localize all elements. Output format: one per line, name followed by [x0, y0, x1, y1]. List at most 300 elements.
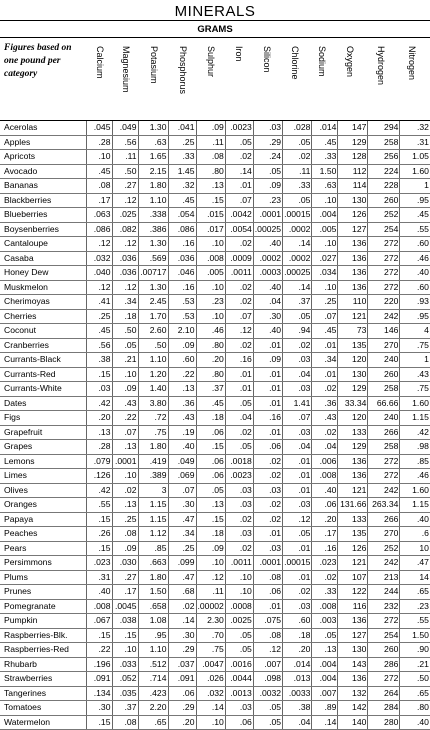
value-calcium: .40: [86, 585, 112, 600]
value-magnesium: .02: [112, 483, 138, 498]
value-calcium: .15: [86, 628, 112, 643]
value-sulphur: .017: [196, 222, 225, 237]
value-sulphur: .45: [196, 396, 225, 411]
column-header-label: Sodium: [317, 46, 327, 77]
value-silicon: .08: [253, 628, 282, 643]
value-nitrogen: .75: [400, 338, 430, 353]
fruit-name: Watermelon: [0, 715, 86, 730]
table-row: [0, 237, 430, 252]
table-row: [0, 396, 430, 411]
value-magnesium: .37: [112, 701, 138, 716]
value-potasium: .00717: [138, 266, 168, 281]
value-nitrogen: .60: [400, 280, 430, 295]
value-oxygen: 136: [338, 237, 368, 252]
value-nitrogen: .75: [400, 382, 430, 397]
value-oxygen: 135: [338, 527, 368, 542]
value-hydrogen: 256: [368, 150, 400, 165]
value-potasium: 2.15: [138, 164, 168, 179]
value-hydrogen: 280: [368, 715, 400, 730]
value-calcium: .26: [86, 527, 112, 542]
value-chlorine: .00015: [283, 556, 312, 571]
value-chlorine: .04: [283, 367, 312, 382]
value-calcium: .55: [86, 498, 112, 513]
table-row: [0, 556, 430, 571]
table-row: [0, 324, 430, 339]
value-chlorine: .01: [283, 469, 312, 484]
value-sodium: .004: [312, 208, 338, 223]
value-hydrogen: 272: [368, 237, 400, 252]
value-silicon: .01: [253, 599, 282, 614]
value-nitrogen: .31: [400, 135, 430, 150]
value-oxygen: 136: [338, 251, 368, 266]
value-silicon: .40: [253, 237, 282, 252]
table-row: [0, 135, 430, 150]
value-silicon: .40: [253, 280, 282, 295]
value-nitrogen: 1.15: [400, 498, 430, 513]
value-sulphur: .15: [196, 440, 225, 455]
table-row: [0, 193, 430, 208]
table-row: [0, 657, 430, 672]
value-oxygen: 33.34: [338, 396, 368, 411]
value-hydrogen: 220: [368, 295, 400, 310]
value-phosphorus: .29: [168, 701, 196, 716]
value-sulphur: .005: [196, 266, 225, 281]
value-calcium: .20: [86, 411, 112, 426]
value-nitrogen: .85: [400, 454, 430, 469]
value-sulphur: .18: [196, 527, 225, 542]
unit-heading: GRAMS: [197, 24, 233, 35]
title-rule: [0, 20, 430, 21]
value-hydrogen: 224: [368, 164, 400, 179]
value-sulphur: .09: [196, 541, 225, 556]
value-phosphorus: .25: [168, 135, 196, 150]
value-chlorine: .03: [283, 599, 312, 614]
value-sulphur: .70: [196, 628, 225, 643]
value-calcium: .41: [86, 295, 112, 310]
value-hydrogen: 146: [368, 324, 400, 339]
value-iron: .01: [225, 367, 253, 382]
value-sulphur: .032: [196, 686, 225, 701]
table-row: [0, 715, 430, 730]
value-nitrogen: 1.50: [400, 628, 430, 643]
value-sulphur: .10: [196, 237, 225, 252]
value-nitrogen: .65: [400, 686, 430, 701]
value-magnesium: .34: [112, 295, 138, 310]
value-magnesium: .12: [112, 237, 138, 252]
value-chlorine: .0002: [283, 251, 312, 266]
value-hydrogen: 272: [368, 251, 400, 266]
value-oxygen: 131.66: [338, 498, 368, 513]
value-oxygen: 121: [338, 556, 368, 571]
value-silicon: .01: [253, 527, 282, 542]
value-nitrogen: .6: [400, 527, 430, 542]
subtitle-rule: [0, 37, 430, 38]
table-row: [0, 164, 430, 179]
value-chlorine: .18: [283, 628, 312, 643]
column-header-chlorine: [289, 46, 301, 120]
value-phosphorus: .049: [168, 454, 196, 469]
fruit-name: Currants-Black: [0, 353, 86, 368]
value-silicon: .05: [253, 715, 282, 730]
value-sulphur: .06: [196, 469, 225, 484]
value-iron: .0054: [225, 222, 253, 237]
value-magnesium: .56: [112, 135, 138, 150]
value-calcium: .091: [86, 672, 112, 687]
fruit-name: Cherries: [0, 309, 86, 324]
value-potasium: 1.50: [138, 585, 168, 600]
value-iron: .02: [225, 280, 253, 295]
value-silicon: .04: [253, 295, 282, 310]
value-magnesium: .0001: [112, 454, 138, 469]
value-magnesium: .18: [112, 309, 138, 324]
value-hydrogen: 272: [368, 280, 400, 295]
value-iron: .02: [225, 512, 253, 527]
value-sulphur: .13: [196, 498, 225, 513]
column-header-oxygen: [344, 46, 356, 120]
value-calcium: .08: [86, 179, 112, 194]
value-hydrogen: 260: [368, 367, 400, 382]
column-header-hydrogen: [375, 46, 387, 120]
column-header-label: Phosphorus: [178, 46, 188, 95]
value-sulphur: .13: [196, 179, 225, 194]
value-potasium: 1.15: [138, 512, 168, 527]
value-iron: .05: [225, 135, 253, 150]
value-hydrogen: 228: [368, 179, 400, 194]
value-magnesium: .052: [112, 672, 138, 687]
value-magnesium: .50: [112, 164, 138, 179]
value-phosphorus: .06: [168, 686, 196, 701]
value-sodium: .02: [312, 425, 338, 440]
column-header-label: Magnesium: [121, 46, 131, 93]
value-oxygen: 147: [338, 121, 368, 135]
value-phosphorus: .47: [168, 570, 196, 585]
value-oxygen: 136: [338, 614, 368, 629]
column-header-iron: [233, 46, 245, 120]
value-magnesium: .22: [112, 411, 138, 426]
value-chlorine: .11: [283, 164, 312, 179]
value-iron: .05: [225, 628, 253, 643]
value-sodium: .25: [312, 295, 338, 310]
value-hydrogen: 272: [368, 266, 400, 281]
value-potasium: 3: [138, 483, 168, 498]
value-iron: .07: [225, 309, 253, 324]
value-hydrogen: 272: [368, 672, 400, 687]
value-phosphorus: .02: [168, 599, 196, 614]
value-iron: .0025: [225, 614, 253, 629]
value-potasium: .423: [138, 686, 168, 701]
fruit-name: Dates: [0, 396, 86, 411]
table-row: [0, 338, 430, 353]
value-potasium: .658: [138, 599, 168, 614]
value-silicon: .12: [253, 643, 282, 658]
value-oxygen: 116: [338, 599, 368, 614]
value-potasium: 1.30: [138, 121, 168, 135]
value-hydrogen: 263.34: [368, 498, 400, 513]
value-oxygen: 136: [338, 266, 368, 281]
value-nitrogen: 1.60: [400, 396, 430, 411]
value-phosphorus: .36: [168, 396, 196, 411]
value-silicon: .007: [253, 657, 282, 672]
value-potasium: 1.12: [138, 527, 168, 542]
value-silicon: .09: [253, 179, 282, 194]
value-magnesium: .15: [112, 628, 138, 643]
value-potasium: .419: [138, 454, 168, 469]
value-iron: .0013: [225, 686, 253, 701]
value-iron: .01: [225, 179, 253, 194]
fruit-name: Currants-Red: [0, 367, 86, 382]
value-nitrogen: .65: [400, 585, 430, 600]
value-potasium: 2.45: [138, 295, 168, 310]
fruit-name: Apricots: [0, 150, 86, 165]
value-chlorine: .00025: [283, 266, 312, 281]
value-phosphorus: .34: [168, 527, 196, 542]
value-iron: .0011: [225, 556, 253, 571]
value-nitrogen: .93: [400, 295, 430, 310]
value-potasium: 1.15: [138, 498, 168, 513]
fruit-name: Tangerines: [0, 686, 86, 701]
value-oxygen: 140: [338, 715, 368, 730]
value-silicon: .01: [253, 367, 282, 382]
value-potasium: .663: [138, 556, 168, 571]
value-sodium: .034: [312, 266, 338, 281]
value-magnesium: .036: [112, 251, 138, 266]
table-row: [0, 512, 430, 527]
value-sodium: .45: [312, 324, 338, 339]
fruit-name: Acerolas: [0, 121, 86, 135]
value-magnesium: .09: [112, 541, 138, 556]
fruit-name: Blueberries: [0, 208, 86, 223]
table-row: [0, 222, 430, 237]
value-hydrogen: 258: [368, 440, 400, 455]
value-nitrogen: .40: [400, 512, 430, 527]
value-calcium: .42: [86, 483, 112, 498]
value-magnesium: .08: [112, 527, 138, 542]
value-oxygen: 121: [338, 309, 368, 324]
value-calcium: .28: [86, 440, 112, 455]
value-nitrogen: .50: [400, 672, 430, 687]
value-iron: .14: [225, 164, 253, 179]
table-row: [0, 570, 430, 585]
value-magnesium: .43: [112, 396, 138, 411]
value-sodium: .07: [312, 309, 338, 324]
value-potasium: .63: [138, 135, 168, 150]
value-oxygen: 122: [338, 585, 368, 600]
value-sodium: .05: [312, 628, 338, 643]
value-sodium: .027: [312, 251, 338, 266]
value-oxygen: 129: [338, 440, 368, 455]
value-sulphur: .06: [196, 425, 225, 440]
fruit-name: Coconut: [0, 324, 86, 339]
value-chlorine: .12: [283, 512, 312, 527]
value-magnesium: .035: [112, 686, 138, 701]
value-sodium: .06: [312, 498, 338, 513]
value-hydrogen: 254: [368, 628, 400, 643]
table-row: [0, 425, 430, 440]
value-hydrogen: 240: [368, 353, 400, 368]
value-sulphur: .00002: [196, 599, 225, 614]
value-nitrogen: 1: [400, 353, 430, 368]
value-sodium: .01: [312, 367, 338, 382]
value-iron: .01: [225, 382, 253, 397]
value-potasium: 1.10: [138, 353, 168, 368]
value-phosphorus: .069: [168, 469, 196, 484]
table-row: [0, 483, 430, 498]
value-potasium: 1.30: [138, 237, 168, 252]
value-silicon: .0002: [253, 251, 282, 266]
value-nitrogen: .46: [400, 469, 430, 484]
column-header-label: Nitrogen: [407, 46, 417, 81]
value-nitrogen: .32: [400, 121, 430, 135]
value-nitrogen: .90: [400, 643, 430, 658]
value-oxygen: 129: [338, 135, 368, 150]
value-oxygen: 132: [338, 686, 368, 701]
value-phosphorus: .68: [168, 585, 196, 600]
value-sodium: .89: [312, 701, 338, 716]
value-hydrogen: 244: [368, 585, 400, 600]
value-sodium: .40: [312, 483, 338, 498]
value-calcium: .15: [86, 715, 112, 730]
value-sulphur: .10: [196, 309, 225, 324]
value-chlorine: .03: [283, 382, 312, 397]
value-sulphur: .015: [196, 208, 225, 223]
value-sodium: .43: [312, 411, 338, 426]
value-nitrogen: .21: [400, 657, 430, 672]
fruit-name: Raspberries-Blk.: [0, 628, 86, 643]
value-hydrogen: 252: [368, 208, 400, 223]
value-magnesium: .10: [112, 643, 138, 658]
value-phosphorus: .13: [168, 382, 196, 397]
value-hydrogen: 270: [368, 527, 400, 542]
value-chlorine: .03: [283, 498, 312, 513]
value-nitrogen: 4: [400, 324, 430, 339]
value-sodium: .008: [312, 469, 338, 484]
value-iron: .02: [225, 295, 253, 310]
value-hydrogen: 258: [368, 135, 400, 150]
value-sulphur: .06: [196, 454, 225, 469]
value-hydrogen: 240: [368, 411, 400, 426]
value-chlorine: .0033: [283, 686, 312, 701]
value-sodium: .10: [312, 193, 338, 208]
value-hydrogen: 252: [368, 541, 400, 556]
value-sodium: .45: [312, 135, 338, 150]
value-silicon: .05: [253, 164, 282, 179]
fruit-name: Plums: [0, 570, 86, 585]
value-oxygen: 136: [338, 454, 368, 469]
value-sodium: .16: [312, 541, 338, 556]
value-phosphorus: .036: [168, 251, 196, 266]
value-calcium: .045: [86, 121, 112, 135]
value-silicon: .30: [253, 309, 282, 324]
value-iron: .0018: [225, 454, 253, 469]
value-nitrogen: .40: [400, 715, 430, 730]
value-sodium: .005: [312, 222, 338, 237]
value-sulphur: .10: [196, 556, 225, 571]
value-oxygen: 136: [338, 280, 368, 295]
value-hydrogen: 264: [368, 686, 400, 701]
value-chlorine: .38: [283, 701, 312, 716]
value-oxygen: 135: [338, 338, 368, 353]
value-nitrogen: .47: [400, 556, 430, 571]
value-magnesium: .25: [112, 512, 138, 527]
value-sulphur: .08: [196, 150, 225, 165]
value-potasium: .85: [138, 541, 168, 556]
value-chlorine: .03: [283, 425, 312, 440]
value-calcium: .38: [86, 353, 112, 368]
value-calcium: .28: [86, 135, 112, 150]
value-magnesium: .09: [112, 382, 138, 397]
value-calcium: .196: [86, 657, 112, 672]
table-row: [0, 599, 430, 614]
value-chlorine: .07: [283, 411, 312, 426]
value-potasium: .95: [138, 628, 168, 643]
value-phosphorus: .041: [168, 121, 196, 135]
value-silicon: .24: [253, 150, 282, 165]
value-chlorine: .05: [283, 527, 312, 542]
value-sodium: .01: [312, 338, 338, 353]
fruit-name: Rhubarb: [0, 657, 86, 672]
value-phosphorus: .054: [168, 208, 196, 223]
column-header-label: Iron: [234, 46, 244, 62]
value-calcium: .42: [86, 396, 112, 411]
value-sodium: .004: [312, 657, 338, 672]
fruit-name: Pomegranate: [0, 599, 86, 614]
value-magnesium: .12: [112, 193, 138, 208]
table-row: [0, 309, 430, 324]
value-silicon: .01: [253, 396, 282, 411]
fruit-name: Papaya: [0, 512, 86, 527]
value-phosphorus: .53: [168, 309, 196, 324]
value-phosphorus: .33: [168, 150, 196, 165]
fruit-name: Cantaloupe: [0, 237, 86, 252]
value-sodium: .02: [312, 382, 338, 397]
value-phosphorus: .22: [168, 367, 196, 382]
column-header-label: Calcium: [95, 46, 105, 79]
value-iron: .03: [225, 527, 253, 542]
value-phosphorus: 1.45: [168, 164, 196, 179]
value-phosphorus: .037: [168, 657, 196, 672]
value-iron: .03: [225, 498, 253, 513]
value-sulphur: .10: [196, 715, 225, 730]
value-iron: .03: [225, 483, 253, 498]
value-oxygen: 120: [338, 411, 368, 426]
value-sodium: .014: [312, 121, 338, 135]
value-iron: .0023: [225, 469, 253, 484]
value-oxygen: 133: [338, 512, 368, 527]
value-magnesium: .025: [112, 208, 138, 223]
value-hydrogen: 66.66: [368, 396, 400, 411]
value-silicon: .075: [253, 614, 282, 629]
value-oxygen: 112: [338, 164, 368, 179]
value-silicon: .00025: [253, 222, 282, 237]
value-magnesium: .033: [112, 657, 138, 672]
value-chlorine: .02: [283, 150, 312, 165]
value-sulphur: .026: [196, 672, 225, 687]
value-hydrogen: 242: [368, 309, 400, 324]
value-silicon: .40: [253, 324, 282, 339]
value-potasium: 1.80: [138, 179, 168, 194]
value-potasium: .386: [138, 222, 168, 237]
value-calcium: .032: [86, 251, 112, 266]
fruit-name: Olives: [0, 483, 86, 498]
value-silicon: .01: [253, 338, 282, 353]
fruit-name: Limes: [0, 469, 86, 484]
value-nitrogen: 1.60: [400, 483, 430, 498]
fruit-name: Cranberries: [0, 338, 86, 353]
table-row: [0, 585, 430, 600]
value-sulphur: .80: [196, 338, 225, 353]
value-nitrogen: .55: [400, 614, 430, 629]
value-phosphorus: .16: [168, 280, 196, 295]
